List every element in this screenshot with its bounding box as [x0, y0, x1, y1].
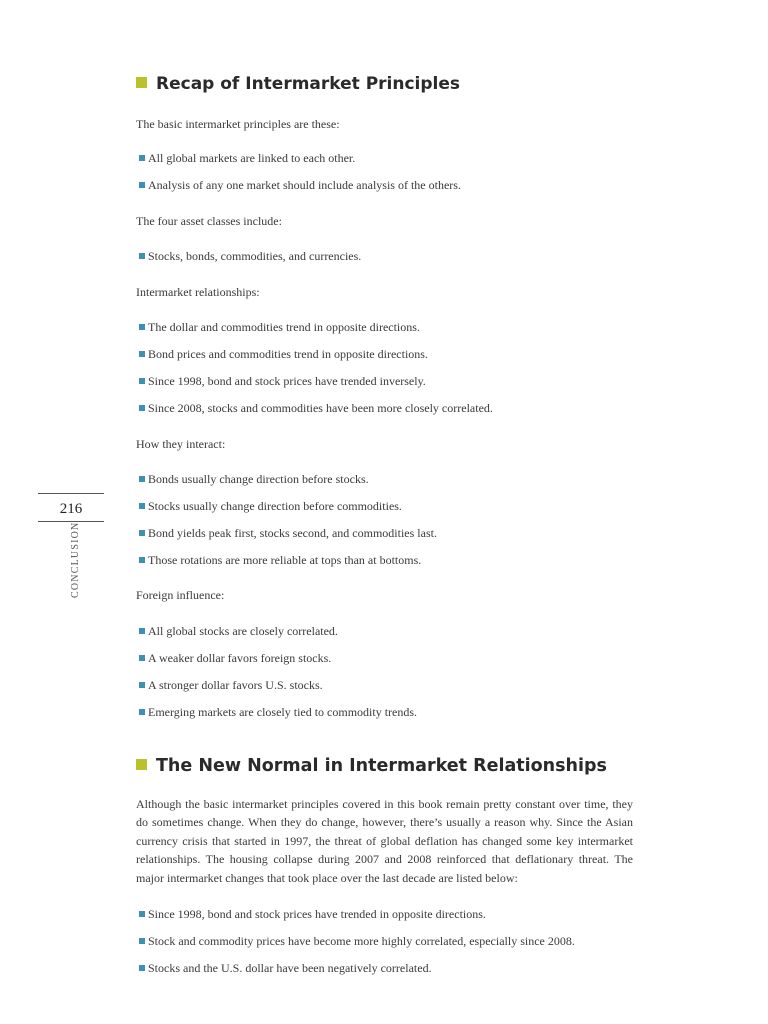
- section-heading-new-normal: The New Normal in Intermarket Relationships: [136, 756, 607, 776]
- foreign-intro: Foreign influence:: [136, 588, 225, 602]
- list-item: Stocks, bonds, commodities, and currencies.: [139, 247, 361, 265]
- bullet-square-icon: [139, 911, 145, 917]
- list-item: A weaker dollar favors foreign stocks.: [139, 649, 331, 667]
- list-item: Stocks usually change direction before commodities.: [139, 497, 402, 515]
- section-label-text: CONCLUSION: [70, 521, 81, 598]
- list-item: Since 1998, bond and stock prices have trended in opposite directions.: [139, 905, 486, 923]
- page-number-block: [38, 493, 104, 522]
- list-item: Analysis of any one market should include analysis of the others.: [139, 176, 461, 194]
- bullet-square-icon: [139, 405, 145, 411]
- bullet-square-icon: [139, 324, 145, 330]
- list-item: Emerging markets are closely tied to commodity trends.: [139, 703, 417, 721]
- heading-square-icon: [136, 77, 147, 88]
- bullet-square-icon: [139, 503, 145, 509]
- bullet-square-icon: [139, 965, 145, 971]
- list-item: All global markets are linked to each other.: [139, 149, 355, 167]
- list-item: Stock and commodity prices have become more highly correlated, especially since 2008.: [139, 932, 575, 950]
- bullet-square-icon: [139, 682, 145, 688]
- bullet-square-icon: [139, 628, 145, 634]
- list-item: Since 2008, stocks and commodities have been more closely correlated.: [139, 399, 493, 417]
- heading-square-icon: [136, 759, 147, 770]
- section-heading-recap: Recap of Intermarket Principles: [136, 74, 460, 94]
- recap-intro: The basic intermarket principles are these:: [136, 117, 340, 131]
- interact-intro: How they interact:: [136, 437, 226, 451]
- relationships-intro: Intermarket relationships:: [136, 285, 260, 299]
- list-item: All global stocks are closely correlated.: [139, 622, 338, 640]
- bullet-square-icon: [139, 530, 145, 536]
- section-label-vertical: [70, 521, 82, 598]
- page-number: 216: [59, 501, 83, 517]
- bullet-square-icon: [139, 253, 145, 259]
- list-item: The dollar and commodities trend in opposite directions.: [139, 318, 420, 336]
- list-item: Those rotations are more reliable at tops than at bottoms.: [139, 551, 421, 569]
- list-item: Stocks and the U.S. dollar have been negatively correlated.: [139, 959, 432, 977]
- bullet-square-icon: [139, 182, 145, 188]
- list-item: A stronger dollar favors U.S. stocks.: [139, 676, 323, 694]
- list-item: Bond prices and commodities trend in opposite directions.: [139, 345, 428, 363]
- page-number-top-rule: [38, 493, 104, 494]
- list-item: Bond yields peak first, stocks second, and commodities last.: [139, 524, 437, 542]
- bullet-square-icon: [139, 655, 145, 661]
- bullet-square-icon: [139, 557, 145, 563]
- list-item: Bonds usually change direction before stocks.: [139, 470, 369, 488]
- bullet-square-icon: [139, 351, 145, 357]
- bullet-square-icon: [139, 938, 145, 944]
- bullet-square-icon: [139, 709, 145, 715]
- bullet-square-icon: [139, 476, 145, 482]
- list-item: Since 1998, bond and stock prices have trended inversely.: [139, 372, 426, 390]
- asset-classes-intro: The four asset classes include:: [136, 214, 282, 228]
- new-normal-paragraph: Although the basic intermarket principles covered in this book remain pretty constant over time, they do sometimes change. When they do change, however, there’s usually a reason why. Since the Asian currency crisis that started in 1997, the threat of global deflation has changed some key intermarket relationships. The housing collapse during 2007 and 2008 reinforced that deflationary threat. The major intermarket changes that took place over the last decade are listed below:: [136, 797, 633, 885]
- bullet-square-icon: [139, 378, 145, 384]
- bullet-square-icon: [139, 155, 145, 161]
